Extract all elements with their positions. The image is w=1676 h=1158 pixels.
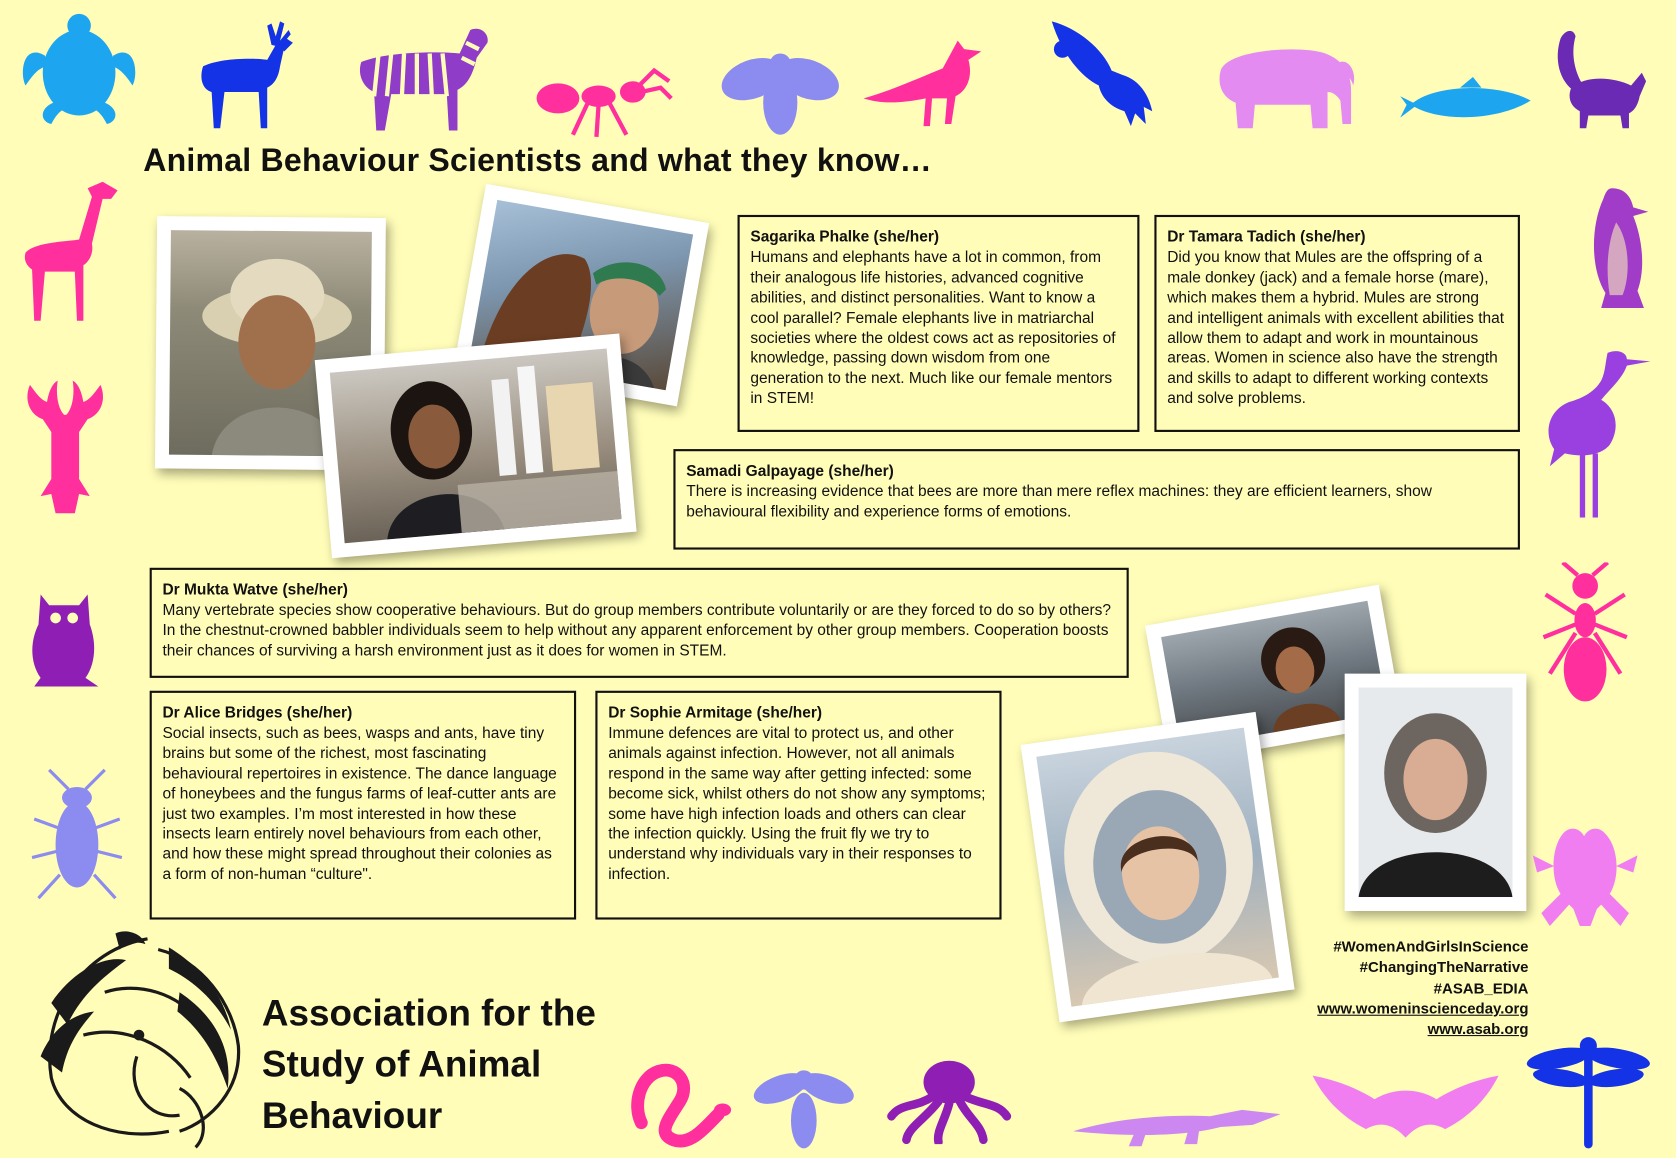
hashtag: #ASAB_EDIA	[1433, 978, 1529, 997]
cockroach-icon	[26, 766, 129, 909]
portrait-image	[1359, 688, 1513, 898]
ant-icon	[1533, 562, 1638, 712]
profile-name: Dr Alice Bridges (she/her)	[162, 704, 353, 722]
turtle-icon	[17, 11, 141, 129]
profile-name: Dr Sophie Armitage (she/her)	[608, 704, 823, 722]
bird-icon	[862, 32, 992, 130]
profile-name: Dr Tamara Tadich (she/her)	[1167, 228, 1366, 246]
frog-icon	[1531, 823, 1640, 930]
profile-name: Samadi Galpayage (she/her)	[686, 462, 894, 481]
bat-icon	[1310, 1067, 1500, 1142]
organisation-name	[262, 988, 596, 1142]
elephant-icon	[1206, 38, 1360, 132]
dragonfly-icon	[1524, 1033, 1652, 1151]
profile-card-samadi	[673, 449, 1520, 550]
profile-text: Social insects, such as bees, wasps and ants, have tiny brains but some of the richest, most fascinating behavioural repertoires in existence. The dance language of honeybees and the fungus farms of leaf-cutter ants are just two examples. I’m most interested in how these insects learn entirely novel behaviours from each other, and how these might spread throughout their colonies as a form of non-human “culture".	[162, 724, 557, 884]
deer-icon	[188, 15, 295, 130]
profile-text: Did you know that Mules are the offspring of a male donkey (jack) and a female horse (mare), which makes them a hybrid. Mules are strong and intelligent animals with excellent abilities that allow them to adapt and work in mountainous areas. Women in science also have the strength and skills to adapt to different working contexts and solve problems.	[1167, 249, 1505, 408]
organisation-line: Study of Animal	[261, 1044, 542, 1086]
octopus-icon	[883, 1056, 1016, 1144]
bee-icon	[716, 43, 844, 146]
hashtag: #ChangingTheNarrative	[1359, 958, 1529, 976]
snake-icon	[626, 1059, 733, 1149]
profile-card-sagarika	[738, 215, 1140, 432]
link-asab[interactable]: www.asab.org	[1427, 1020, 1529, 1038]
owl-icon	[21, 588, 107, 691]
profile-text: Immune defences are vital to protect us, and other animals against infection. However, not all animals respond in the same way after getting infected: some become sick, whilst others do not show any symptoms; some have high infection loads and others can clear the infection quickly. Using the fruit fly we try to understand why individuals vary in their responses to infection.	[608, 724, 986, 884]
eagle-icon	[1041, 13, 1156, 128]
hashtags-block	[1317, 937, 1528, 1040]
link-womeninscienceday[interactable]: www.womeninscienceday.org	[1317, 999, 1529, 1017]
profile-name: Sagarika Phalke (she/her)	[750, 228, 940, 246]
profile-text: Many vertebrate species show cooperative behaviours. But do group members contribute voluntarily or are they forced to do so by others? In the chestnut-crowned babbler individuals seem to help without any apparent enforcement by other group members. Cooperation boosts their chances of surviving a harsh environment just as it does for women in STEM.	[162, 601, 1111, 660]
giraffe-icon	[19, 177, 124, 322]
wasp-icon	[748, 1056, 859, 1154]
photo-samadi-lab	[315, 333, 637, 558]
portrait-image	[330, 349, 622, 544]
photo-alice-beekeeper	[1021, 712, 1295, 1022]
photo-sophie	[1345, 674, 1527, 911]
organisation-line: Behaviour	[261, 1095, 443, 1137]
lemur-icon	[1539, 21, 1650, 132]
lobster-icon	[19, 376, 111, 521]
portrait-image	[1036, 728, 1279, 1007]
profile-text: There is increasing evidence that bees are more than mere reflex machines: they are efficient learners, show behavioural flexibility and experience forms of emotions.	[686, 483, 1432, 521]
hashtag: #WomenAndGirlsInScience	[1333, 937, 1529, 955]
profile-card-mukta	[150, 568, 1129, 678]
profile-text: Humans and elephants have a lot in common, from their analogous life histories, advanced cognitive abilities, and distinct personalities. Want to know a cool parallel? Female elephants live in matriarchal societies where the oldest cows act as repositories of knowledge, passing down wisdom from one generation to the next. Much like our female mentors in STEM!	[750, 249, 1116, 408]
profile-name: Dr Mukta Watve (she/her)	[162, 581, 348, 599]
ant-icon	[534, 66, 673, 139]
crocodile-icon	[1071, 1095, 1285, 1148]
organisation-line: Association for the	[261, 993, 596, 1034]
profile-card-alice	[150, 691, 576, 920]
penguin-icon	[1580, 184, 1655, 312]
profile-card-tamara	[1154, 215, 1520, 432]
poster-title: Animal Behaviour Scientists and what they know…	[143, 143, 932, 179]
profile-card-sophie	[595, 691, 1001, 920]
asab-logo	[19, 928, 256, 1153]
zebra-icon	[355, 15, 494, 133]
heron-icon	[1539, 342, 1654, 522]
fish-icon	[1398, 73, 1537, 131]
